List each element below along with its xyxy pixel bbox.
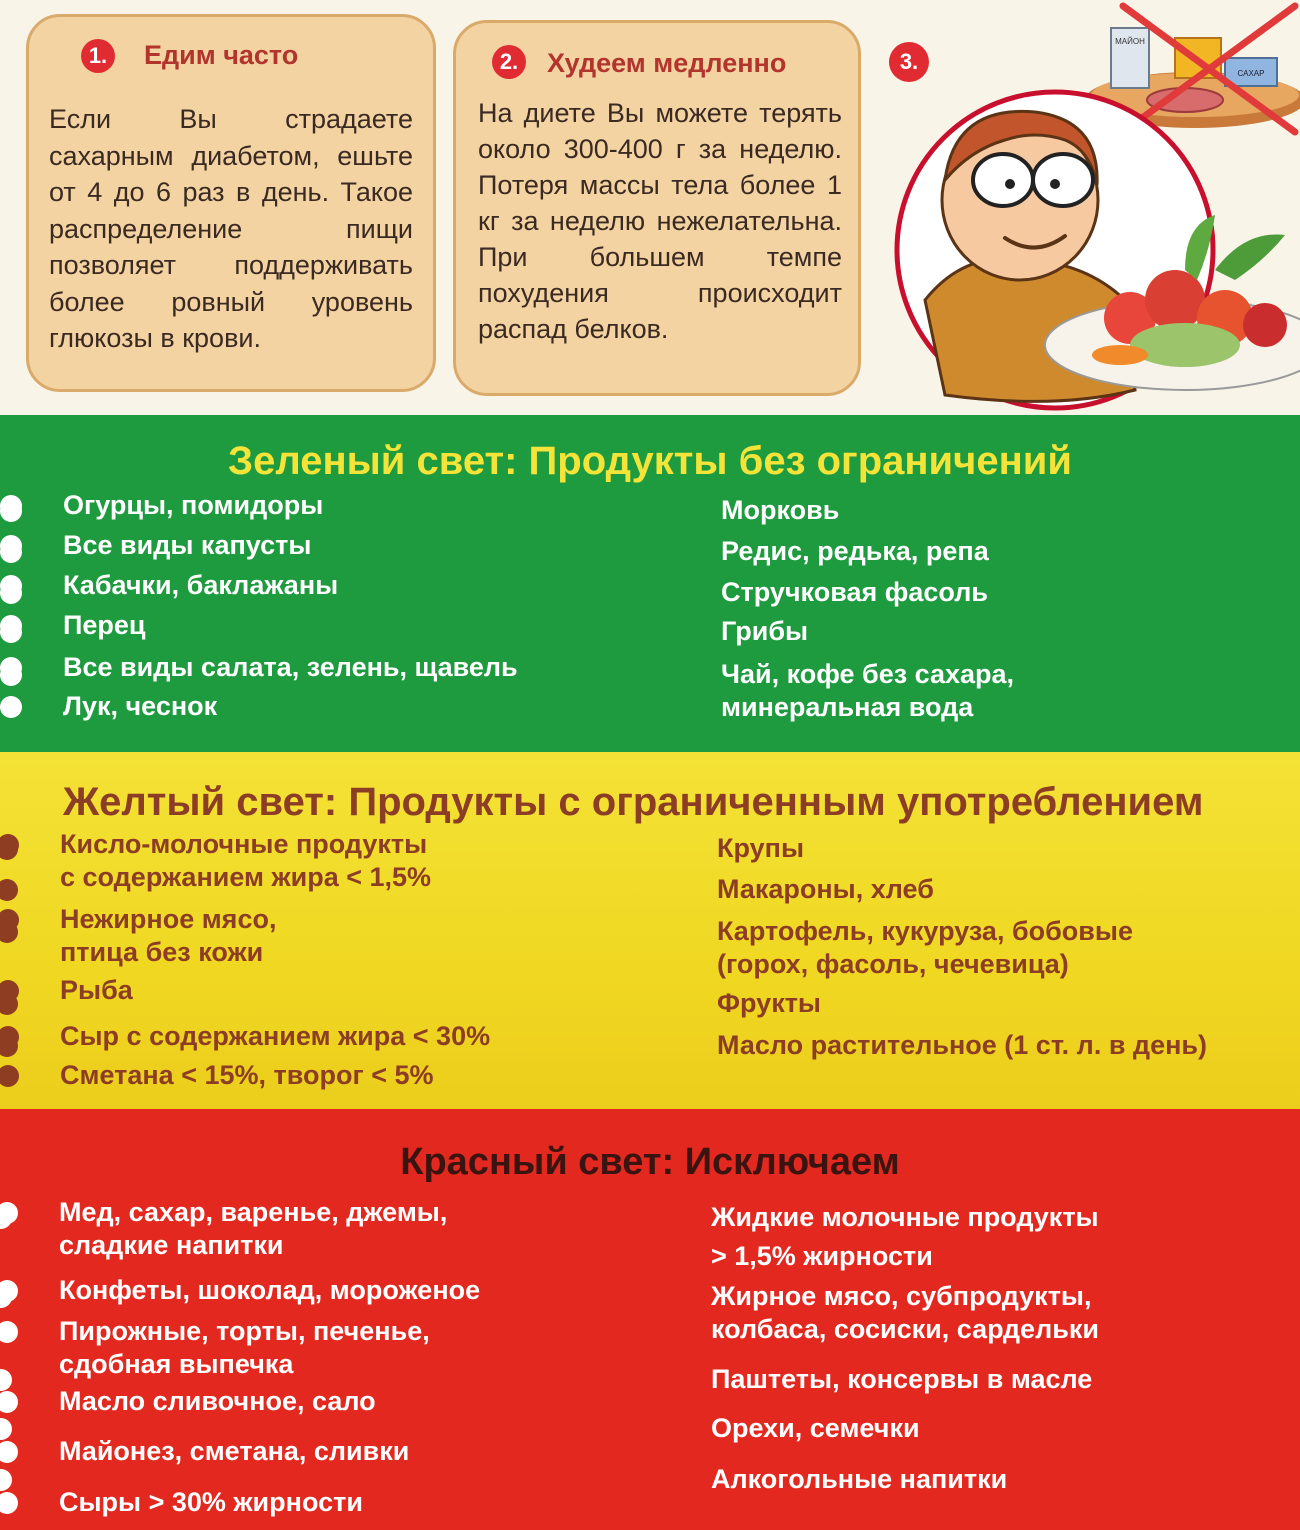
tip-text: Если Вы страдаете сахарным диабетом, ешьте от 4 до 6 раз в день. Такое распределение пищи позволяет поддерживать более ровный уровень глюкозы в крови. <box>49 104 413 353</box>
list-item: Сыр с содержанием жира < 30% <box>0 1020 490 1053</box>
list-item: Стручковая фасоль <box>0 576 988 609</box>
list-item: Лук, чеснок <box>0 690 217 723</box>
bullet-icon <box>0 1065 19 1087</box>
tip-text: На диете Вы можете терять около 300-400 г за неделю. Потеря массы тела более 1 кг за неделю нежелательна. При большем темпе похудения происходит распад белков. <box>478 98 842 344</box>
list-item: Паштеты, консервы в масле <box>0 1363 1092 1396</box>
list-item: Перец <box>0 609 146 642</box>
list-item: Огурцы, помидоры <box>0 489 323 522</box>
list-item: Морковь <box>0 494 839 527</box>
red-light-section <box>0 1109 1300 1530</box>
bullet-icon <box>0 1369 12 1391</box>
green-light-section <box>0 415 1300 752</box>
list-item: Картофель, кукуруза, бобовые (горох, фасоль, чечевица) <box>0 915 1133 981</box>
bullet-icon <box>0 500 22 522</box>
tip-card-lose-slowly <box>453 20 861 396</box>
tip-number-badge: 1. <box>81 39 115 73</box>
list-item: Нежирное мясо, птица без кожи <box>0 903 276 969</box>
list-item: Грибы <box>0 615 808 648</box>
list-item: Жидкие молочные продукты > 1,5% жирности <box>0 1201 1099 1273</box>
bullet-icon <box>0 921 18 943</box>
yellow-light-section <box>0 752 1300 1109</box>
list-item: Мед, сахар, варенье, джемы, сладкие напитки <box>0 1196 447 1262</box>
list-item: Все виды капусты <box>0 529 311 562</box>
list-item: Крупы <box>0 832 804 865</box>
mayonnaise-label: МАЙОН <box>1115 37 1145 46</box>
list-item: Жирное мясо, субпродукты, колбаса, сосиски, сардельки <box>0 1280 1099 1346</box>
tip-number-badge: 3. <box>889 42 929 82</box>
list-item: Алкогольные напитки <box>0 1463 1007 1496</box>
bullet-icon <box>0 1469 12 1491</box>
list-item: Масло растительное (1 ст. л. в день) <box>0 1029 1207 1062</box>
list-item: Рыба <box>0 974 133 1007</box>
list-item: Майонез, сметана, сливки <box>0 1435 409 1468</box>
tip-title: Едим часто <box>144 40 299 70</box>
list-item: Все виды салата, зелень, щавель <box>0 651 518 684</box>
bullet-icon <box>0 664 22 686</box>
bullet-icon <box>0 541 22 563</box>
tip-card-eat-often <box>26 14 436 392</box>
bullet-icon <box>0 879 18 901</box>
bullet-icon <box>0 1035 18 1057</box>
list-item: Орехи, семечки <box>0 1412 920 1445</box>
red-section-title: Красный свет: Исключаем <box>400 1141 900 1183</box>
list-item: Конфеты, шоколад, мороженое <box>0 1274 480 1307</box>
bullet-icon <box>0 621 22 643</box>
yellow-section-title: Желтый свет: Продукты с ограниченным употреблением <box>63 780 1204 824</box>
list-item: Сыры > 30% жирности <box>0 1486 363 1519</box>
list-item: Масло сливочное, сало <box>0 1385 376 1418</box>
list-item: Пирожные, торты, печенье, сдобная выпечка <box>0 1315 430 1381</box>
bullet-icon <box>0 993 18 1015</box>
sugar-label: САХАР <box>1237 69 1265 78</box>
bullet-icon <box>0 838 18 860</box>
list-item: Макароны, хлеб <box>0 873 934 906</box>
top-section <box>0 0 1300 415</box>
list-item: Редис, редька, репа <box>0 535 989 568</box>
list-item: Фрукты <box>0 987 821 1020</box>
bullet-icon <box>0 1418 12 1440</box>
man-with-vegetables-illustration <box>885 0 1300 415</box>
list-item: Кабачки, баклажаны <box>0 569 338 602</box>
bullet-icon <box>0 1207 12 1229</box>
list-item: Кисло-молочные продукты с содержанием жира < 1,5% <box>0 828 431 894</box>
tip-title: Худеем медленно <box>547 48 787 78</box>
list-item: Сметана < 15%, творог < 5% <box>0 1059 434 1092</box>
green-section-title: Зеленый свет: Продукты без ограничений <box>228 439 1072 483</box>
tip-number-badge: 2. <box>492 45 526 79</box>
list-item: Чай, кофе без сахара, минеральная вода <box>0 658 1014 724</box>
bullet-icon <box>0 1286 12 1308</box>
bullet-icon <box>0 582 22 604</box>
